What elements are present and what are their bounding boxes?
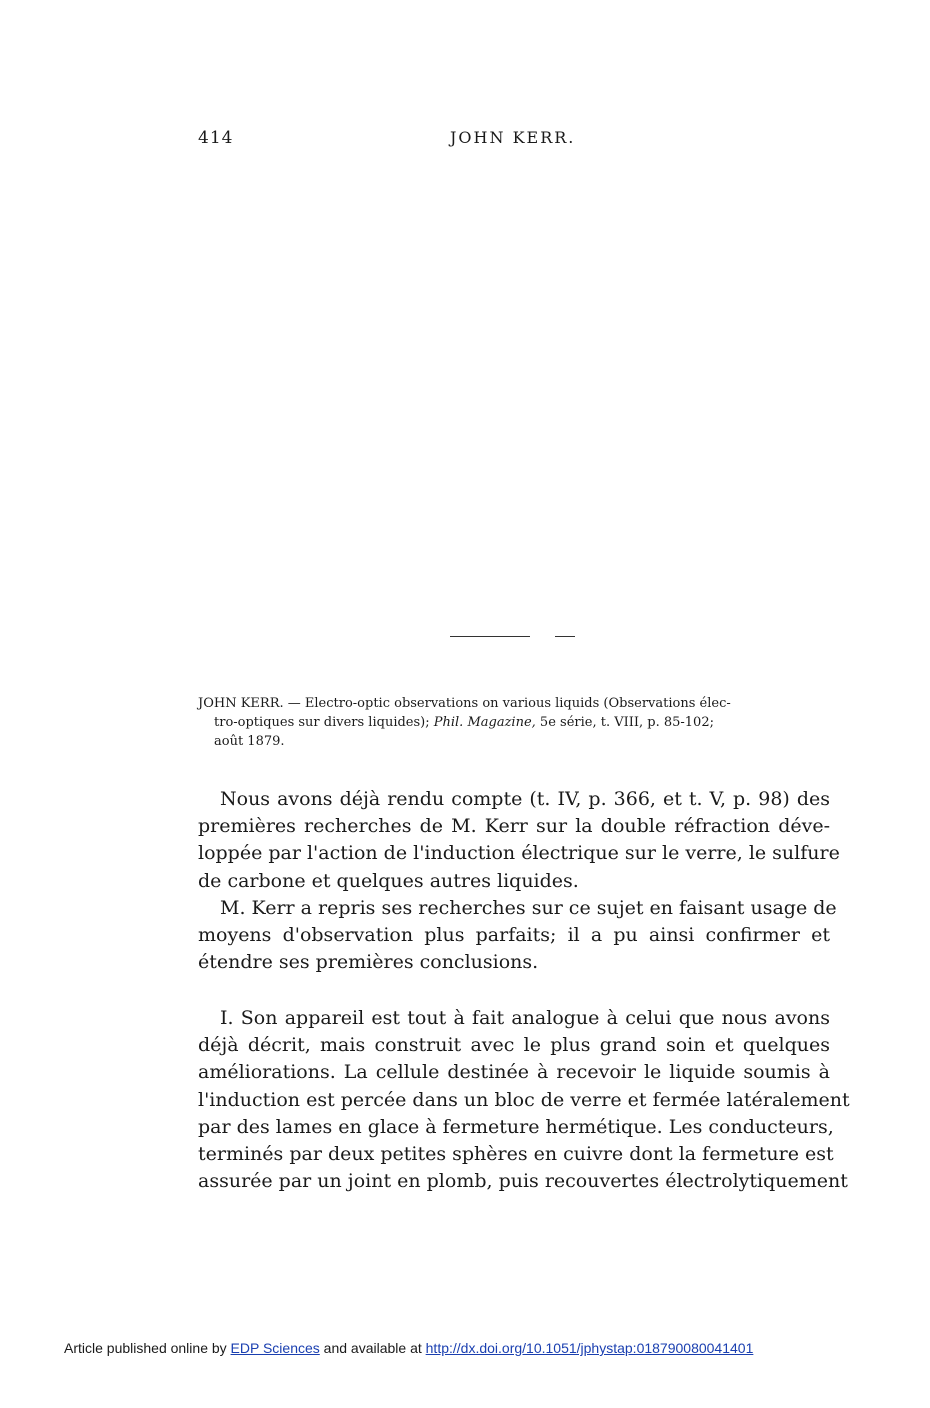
citation-line-2-text: tro-optiques sur divers liquides);	[214, 715, 434, 730]
journal-name: Phil. Magazine,	[433, 715, 536, 730]
paragraph-line: moyens d'observation plus parfaits; il a pu ainsi confirmer et	[198, 924, 830, 947]
paragraph-line: améliorations. La cellule destinée à recevoir le liquide soumis à	[198, 1061, 830, 1084]
publisher-link[interactable]: EDP Sciences	[230, 1340, 320, 1356]
journal-details: 5e série, t. VIII, p. 85-102;	[535, 715, 714, 730]
section-separator-short	[555, 636, 575, 637]
paragraph-line: terminés par deux petites sphères en cuivre dont la fermeture est	[198, 1143, 834, 1166]
page-number: 414	[198, 128, 234, 148]
paragraph-line: déjà décrit, mais construit avec le plus grand soin et quelques	[198, 1034, 830, 1057]
paragraph-line: premières recherches de M. Kerr sur la double réfraction déve-	[198, 815, 830, 838]
citation-line-3: août 1879.	[214, 734, 285, 749]
paragraph-3	[198, 1005, 850, 1195]
publication-footer	[64, 1340, 753, 1356]
footer-middle: and available at	[319, 1340, 426, 1356]
citation-line-1: JOHN KERR. — Electro-optic observations on various liquids (Observations élec-	[198, 696, 731, 711]
doi-link[interactable]: http://dx.doi.org/10.1051/jphystap:018790080041401	[425, 1340, 754, 1356]
paragraph-line: de carbone et quelques autres liquides.	[198, 869, 579, 892]
paragraph-line: assurée par un joint en plomb, puis recouvertes électrolytiquement	[198, 1170, 848, 1193]
footer-prefix: Article published online by	[64, 1340, 231, 1356]
running-title: JOHN KERR.	[450, 128, 576, 147]
paragraph-line: par des lames en glace à fermeture hermétique. Les conducteurs,	[198, 1115, 834, 1138]
paragraph-line: loppée par l'action de l'induction électrique sur le verre, le sulfure	[198, 842, 840, 865]
citation-line-2	[198, 713, 830, 732]
paragraph-line: Nous avons déjà rendu compte (t. IV, p. 366, et t. V, p. 98) des	[220, 788, 830, 810]
paragraph-1	[198, 786, 840, 895]
paragraph-line: M. Kerr a repris ses recherches sur ce sujet en faisant usage de	[220, 897, 837, 919]
paragraph-line: l'induction est percée dans un bloc de verre et fermée latéralement	[198, 1088, 850, 1111]
bibliographic-citation	[198, 694, 830, 751]
section-separator	[450, 636, 530, 637]
paragraph-line: étendre ses premières conclusions.	[198, 951, 539, 974]
paragraph-2	[198, 895, 837, 977]
paragraph-line: I. Son appareil est tout à fait analogue à celui que nous avons	[220, 1007, 830, 1029]
